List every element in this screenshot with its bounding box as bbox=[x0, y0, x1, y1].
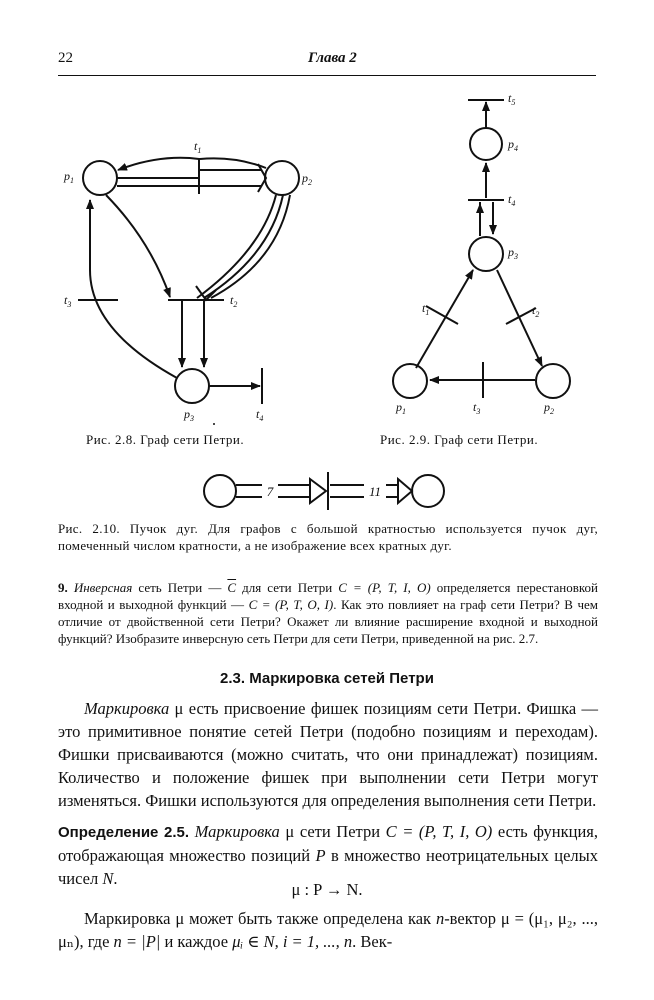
svg-text:t5: $t_5$ bbox=[508, 91, 516, 107]
svg-text:p3: $p_3$ bbox=[508, 245, 518, 261]
section-title: 2.3. Маркировка сетей Петри bbox=[220, 670, 434, 687]
svg-text:p3: $p_3$ bbox=[184, 407, 194, 423]
exercise-9: 9. Инверсная сеть Петри — $\overline{C}$ для сети Петри C = (P, T, I, O) определяется перестановкой входной и выходной функций — C = (P, T, O, I). Как это повлияет на граф сети Петри? В чем отличие от двойственной сети Петри? Окажет ли влияние расширение входной и выходной функций? Изобразите инверсную сеть Петри для сети Петри, приведенной на рис. 2.7. bbox=[58, 580, 598, 646]
svg-text:t2: $t_2$ bbox=[230, 293, 238, 309]
figure-2-8-caption: Рис. 2.8. Граф сети Петри. bbox=[86, 432, 245, 447]
svg-text:t3: $t_3$ bbox=[473, 400, 481, 416]
svg-text:p2: $p_2$ bbox=[544, 400, 554, 416]
svg-text:t1: $t_1$ bbox=[194, 139, 202, 155]
fig210-place-right bbox=[412, 475, 444, 507]
svg-text:t3: $t_3$ bbox=[64, 293, 72, 309]
formula-marking: μ : P → N. bbox=[291, 880, 363, 899]
fig29-place-p3 bbox=[469, 237, 503, 271]
svg-text:t1: $t_1$ bbox=[422, 301, 430, 317]
paragraph-marking-vector: Маркировка μ может быть также определена как n-вектор μ = (μ₁, μ₂, ..., μₙ), где n = |P| и каждое μᵢ ∈ N, i = 1, ..., n. Век- bbox=[58, 909, 598, 951]
figure-2-9 bbox=[0, 0, 654, 440]
svg-text:p1: $p_1$ bbox=[396, 400, 406, 416]
fig210-mult-in: 7 bbox=[266, 484, 274, 499]
svg-text:p1: $p_1$ bbox=[64, 169, 74, 185]
svg-text:p2: $p_2$ bbox=[302, 171, 312, 187]
fig29-transition-t1 bbox=[426, 306, 458, 324]
page-number: 22 bbox=[58, 50, 73, 66]
fig29-place-p2 bbox=[536, 364, 570, 398]
chapter-title: Глава 2 bbox=[308, 50, 357, 66]
figure-2-9-caption: Рис. 2.9. Граф сети Петри. bbox=[380, 432, 539, 447]
definition-2-5: Определение 2.5. Маркировка μ сети Петри C = (P, T, I, O) есть функция, отображающая множество позиций P в множество неотрицательных целых чисел N. bbox=[58, 822, 599, 888]
fig210-place-left bbox=[204, 475, 236, 507]
definition-label: Определение 2.5. bbox=[58, 824, 190, 841]
svg-text:t4: $t_4$ bbox=[256, 407, 264, 423]
fig29-place-p1 bbox=[393, 364, 427, 398]
paragraph-marking: Маркировка μ есть присвоение фишек позициям сети Петри. Фишка — это примитивное понятие сетей Петри (подобно позициям и переходам). Фишки присваиваются (можно считать, что они принадлежат) позициям. Количество и положение фишек при выполнении сети Петри могут изменяться. Фишки используются для определения выполнения сети Петри. bbox=[58, 699, 599, 810]
svg-text:t4: $t_4$ bbox=[508, 192, 516, 208]
fig210-mult-out: 11 bbox=[368, 484, 382, 499]
exercise-term: Инверсная bbox=[73, 580, 133, 595]
exercise-number: 9. bbox=[58, 580, 68, 595]
figure-2-10-caption: Рис. 2.10. Пучок дуг. Для графов с большой кратностью используется пучок дуг, помеченный числом кратности, а не изображение всех кратных дуг. bbox=[58, 521, 598, 553]
fig29-place-p4 bbox=[470, 128, 502, 160]
svg-text:t2: $t_2$ bbox=[532, 303, 540, 319]
figure-2-10 bbox=[0, 470, 654, 514]
svg-text:p4: $p_4$ bbox=[508, 137, 518, 153]
